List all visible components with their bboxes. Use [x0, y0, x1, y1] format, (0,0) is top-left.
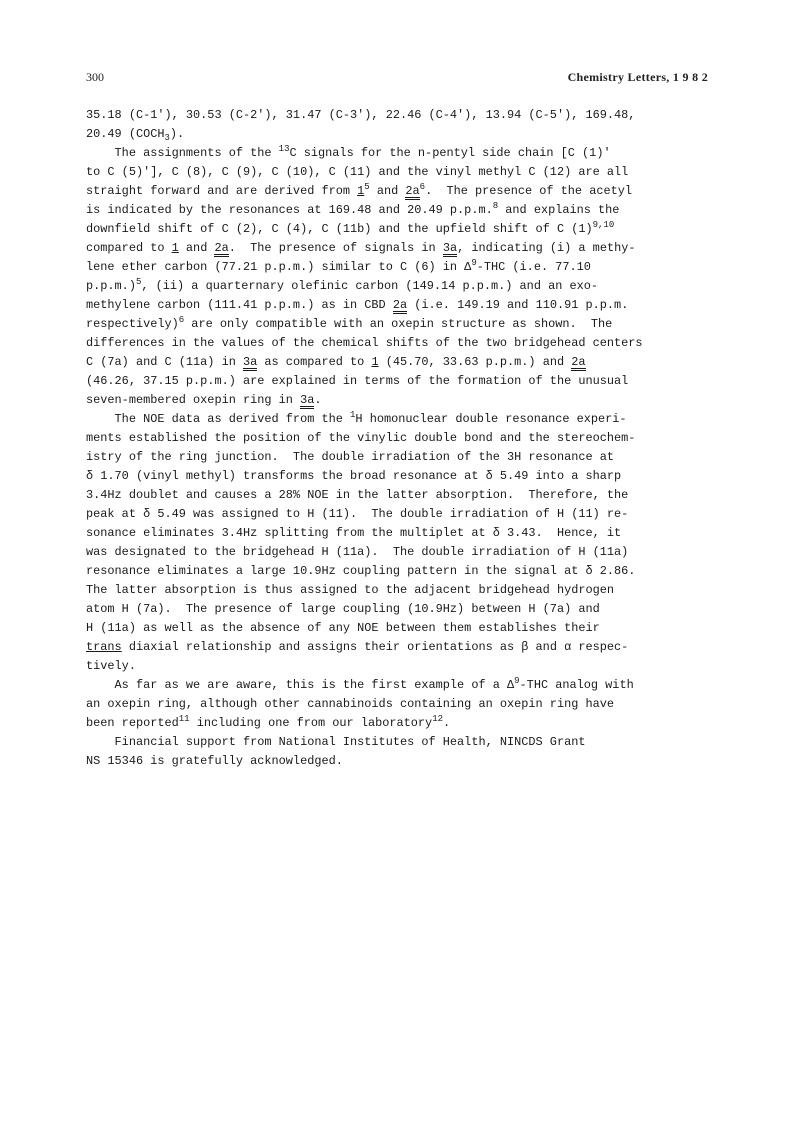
superscript: 1 [350, 410, 356, 420]
text-line: ments established the position of the vinylic double bond and the stereochem- [86, 431, 636, 445]
subscript: 3 [164, 133, 170, 143]
compound-ref: 1 [171, 241, 179, 255]
citation: 11 [178, 714, 190, 724]
text-line: H (11a) as well as the absence of any NOE between them establishes their [86, 621, 600, 635]
text-line: to C (5)'], C (8), C (9), C (10), C (11) and the vinyl methyl C (12) are all [86, 165, 629, 179]
text-line: methylene carbon (111.41 p.p.m.) as in CBD 2a (i.e. 149.19 and 110.91 p.p.m. [86, 298, 629, 312]
superscript: 9 [471, 258, 477, 268]
text-line: 3.4Hz doublet and causes a 28% NOE in the latter absorption. Therefore, the [86, 488, 629, 502]
text-line: The NOE data as derived from the $^1$H homonuclear double resonance experi- [86, 410, 627, 426]
text-line: peak at δ 5.49 was assigned to H (11). The double irradiation of H (11) re- [86, 507, 629, 521]
compound-ref: 2a [571, 355, 586, 369]
journal-title: Chemistry Letters, 1 9 8 2 [567, 70, 708, 84]
text-line: respectively)$^6$ are only compatible with an oxepin structure as shown. The [86, 315, 613, 331]
citation: 8 [492, 201, 499, 211]
compound-ref: 1 [357, 184, 365, 198]
compound-ref: 3a [300, 393, 315, 407]
text-line: was designated to the bridgehead H (11a). The double irradiation of H (11a) [86, 545, 629, 559]
text-line: 35.18 (C-1'), 30.53 (C-2'), 31.47 (C-3'), 22.46 (C-4'), 13.94 (C-5'), 169.48, [86, 108, 636, 122]
article-body [86, 106, 710, 771]
text-line: resonance eliminates a large 10.9Hz coupling pattern in the signal at δ 2.86. [86, 564, 636, 578]
text-line: p.p.m.)$^5$, (ii) a quarternary olefinic carbon (149.14 p.p.m.) and an exo- [86, 277, 599, 293]
text-line: The latter absorption is thus assigned to the adjacent bridgehead hydrogen [86, 583, 615, 597]
text-line: Financial support from National Institutes of Health, NINCDS Grant [86, 735, 586, 749]
text-line: 20.49 $(COCH_3)$. [86, 127, 185, 143]
compound-ref: 3a [242, 355, 258, 369]
text-line: sonance eliminates 3.4Hz splitting from the multiplet at δ 3.43. Hence, it [86, 526, 622, 540]
superscript: 9 [514, 676, 520, 686]
citation: 9,10 [592, 220, 615, 230]
compound-ref: 2a [214, 241, 229, 255]
text-line: The assignments of the $^{13}$C signals for the n-pentyl side chain [C (1)' [86, 144, 611, 160]
text-line: NS 15346 is gratefully acknowledged. [86, 754, 343, 768]
text-line: C (7a) and C (11a) in 3a as compared to 1 (45.70, 33.63 p.p.m.) and 2a [86, 355, 586, 369]
citation: 12 [432, 714, 443, 724]
text-line: downfield shift of C (2), C (4), C (11b) and the upfield shift of C $(1)^{9,10}$ [86, 220, 615, 236]
text-line: is indicated by the resonances at 169.48 and 20.49 p.p.m.$^8$ and explains the [86, 201, 620, 217]
text-line: been reported$^{11}$ including one from our laboratory$^{12}$. [86, 714, 451, 730]
text-line: compared to 1 and 2a. The presence of signals in 3a, indicating (i) a methy- [86, 241, 636, 255]
compound-ref: 1 [371, 355, 379, 369]
emphasis-trans: trans [86, 640, 122, 654]
citation: 6 [178, 315, 185, 325]
compound-ref: 2a [392, 298, 408, 312]
text-line: istry of the ring junction. The double irradiation of the 3H resonance at [86, 450, 615, 464]
text-line: As far as we are aware, this is the first example of a $\Delta^9$-THC analog with [86, 676, 634, 692]
citation: 5 [364, 182, 370, 192]
text-line: tively. [86, 659, 136, 673]
citation: 5 [135, 277, 142, 287]
text-line: seven-membered oxepin ring in 3a. [86, 393, 322, 407]
citation: 6 [419, 182, 426, 192]
text-line: an oxepin ring, although other cannabinoids containing an oxepin ring have [86, 697, 615, 711]
text-line: trans diaxial relationship and assigns their orientations as β and α respec- [86, 640, 629, 654]
text-line: differences in the values of the chemical shifts of the two bridgehead centers [86, 336, 643, 350]
page-number: 300 [86, 70, 104, 84]
compound-ref: 2a [405, 184, 420, 198]
text-line: straight forward and are derived from $1^5$ and $2a^6$. The presence of the acetyl [86, 182, 633, 198]
text-line: atom H (7a). The presence of large coupling (10.9Hz) between H (7a) and [86, 602, 600, 616]
text-line: lene ether carbon (77.21 p.p.m.) similar to C (6) in $\Delta^9$-THC (i.e. 77.10 [86, 258, 591, 274]
page-header [86, 70, 708, 90]
compound-ref: 3a [442, 241, 458, 255]
text-line: δ 1.70 (vinyl methyl) transforms the broad resonance at δ 5.49 into a sharp [86, 469, 622, 483]
superscript: 13 [278, 144, 290, 154]
text-line: (46.26, 37.15 p.p.m.) are explained in terms of the formation of the unusual [86, 374, 629, 388]
